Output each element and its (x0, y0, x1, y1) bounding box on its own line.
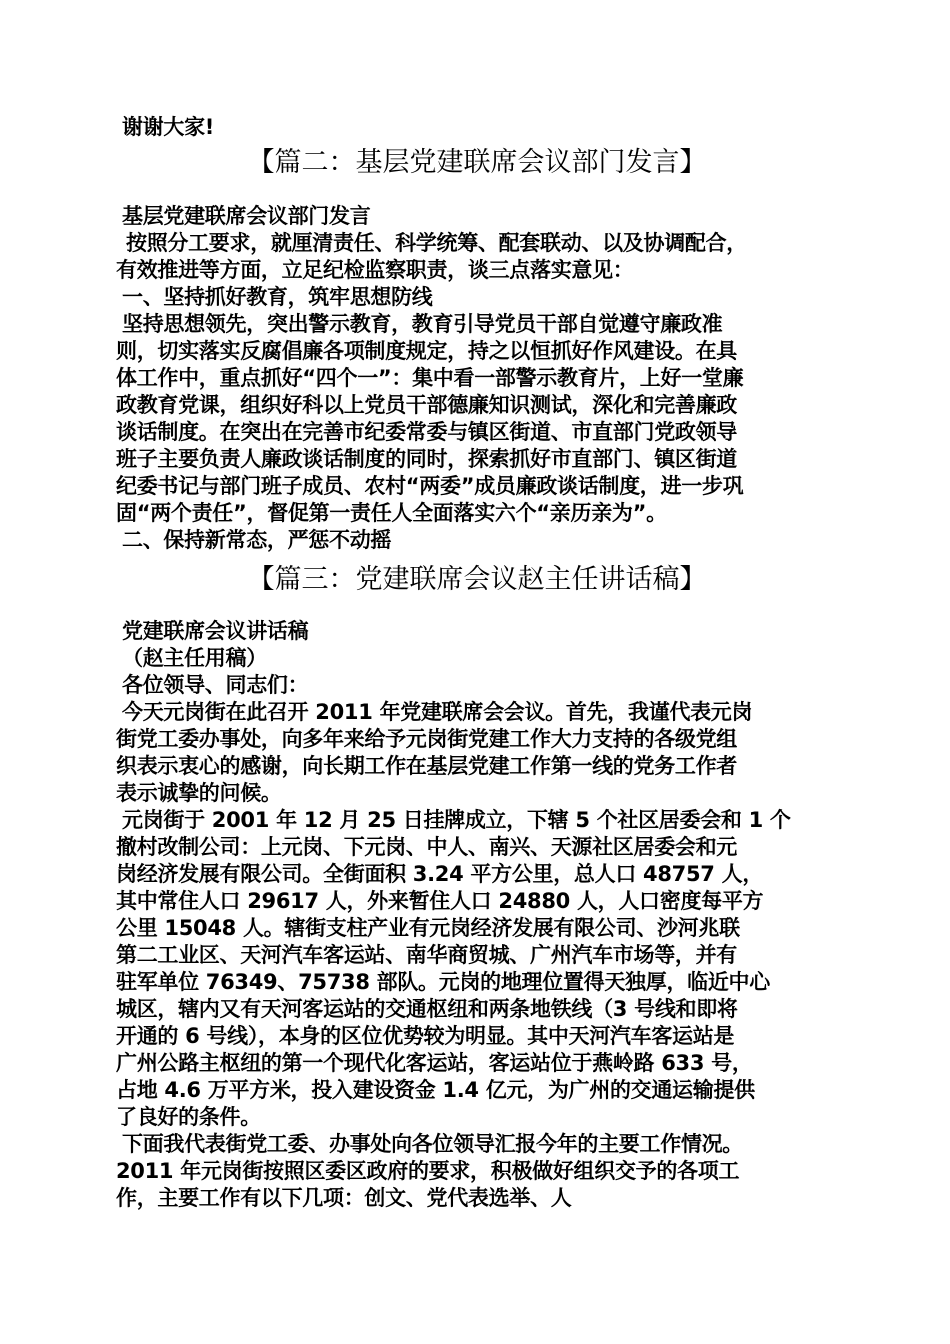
text-line: 撤村改制公司：上元岗、下元岗、中人、南兴、天源社区居委会和元 (116, 835, 737, 859)
text-line: 织表示衷心的感谢，向长期工作在基层党建工作第一线的党务工作者 (116, 754, 737, 778)
text-line: 城区，辖内又有天河客运站的交通枢纽和两条地铁线（3 号线和即将 (116, 997, 738, 1021)
text-line: 坚持思想领先，突出警示教育，教育引导党员干部自觉遵守廉政准 (122, 312, 723, 336)
text-line: 街党工委办事处，向多年来给予元岗街党建工作大力支持的各级党组 (116, 727, 737, 751)
text-line: 2011 年元岗街按照区委区政府的要求，积极做好组织交予的各项工 (116, 1159, 740, 1183)
section2-title: 基层党建联席会议部门发言 (122, 204, 371, 228)
text-line: 占地 4.6 万平方米，投入建设资金 1.4 亿元，为广州的交通运输提供 (116, 1078, 755, 1102)
section3-heading: 【篇三：党建联席会议赵主任讲话稿】 (247, 564, 707, 595)
text-line: 元岗街于 2001 年 12 月 25 日挂牌成立，下辖 5 个社区居委会和 1 个 (122, 808, 791, 832)
text-line: 公里 15048 人。辖街支柱产业有元岗经济发展有限公司、沙河兆联 (116, 916, 740, 940)
text-line: 表示诚挚的问候。 (116, 781, 282, 805)
text-line: 作，主要工作有以下几项：创文、党代表选举、人 (116, 1186, 572, 1210)
text-line: 开通的 6 号线），本身的区位优势较为明显。其中天河汽车客运站是 (116, 1024, 735, 1048)
text-line: 体工作中，重点抓好“四个一”：集中看一部警示教育片，上好一堂廉 (116, 366, 744, 390)
text-line: 今天元岗街在此召开 2011 年党建联席会会议。首先，我谨代表元岗 (122, 700, 753, 724)
text-line: 则，切实落实反腐倡廉各项制度规定，持之以恒抓好作风建设。在具 (116, 339, 737, 363)
text-line: 驻军单位 76349、75738 部队。元岗的地理位置得天独厚，临近中心 (116, 970, 770, 994)
text-line: 谈话制度。在突出在完善市纪委常委与镇区街道、市直部门党政领导 (116, 420, 737, 444)
section2-point-2: 二、保持新常态，严惩不动摇 (122, 528, 392, 552)
text-line: 岗经济发展有限公司。全街面积 3.24 平方公里，总人口 48757 人， (116, 862, 764, 886)
text-line: 有效推进等方面，立足纪检监察职责，谈三点落实意见： (116, 258, 634, 282)
salutation: 各位领导、同志们： (122, 673, 309, 697)
text-line: 按照分工要求，就厘清责任、科学统筹、配套联动、以及协调配合， (126, 231, 747, 255)
text-line: 纪委书记与部门班子成员、农村“两委”成员廉政谈话制度，进一步巩 (116, 474, 744, 498)
text-line: 广州公路主枢纽的第一个现代化客运站，客运站位于燕岭路 633 号， (116, 1051, 753, 1075)
text-line: 固“两个责任”，督促第一责任人全面落实六个“亲历亲为”。 (116, 501, 667, 525)
section3-title: 党建联席会议讲话稿 (122, 619, 309, 643)
text-line: 第二工业区、天河汽车客运站、南华商贸城、广州汽车市场等，并有 (116, 943, 737, 967)
section2-point-1: 一、坚持抓好教育，筑牢思想防线 (122, 285, 433, 309)
text-line: 班子主要负责人廉政谈话制度的同时，探索抓好市直部门、镇区街道 (116, 447, 737, 471)
section3-subtitle: （赵主任用稿） (122, 646, 267, 670)
document-page (116, 114, 838, 1212)
text-line: 政教育党课，组织好科以上党员干部德廉知识测试，深化和完善廉政 (116, 393, 737, 417)
text-line: 了良好的条件。 (116, 1105, 261, 1129)
closing-line: 谢谢大家! (122, 115, 215, 139)
text-line: 下面我代表街党工委、办事处向各位领导汇报今年的主要工作情况。 (122, 1132, 743, 1156)
text-line: 其中常住人口 29617 人，外来暂住人口 24880 人，人口密度每平方 (116, 889, 764, 913)
section2-heading: 【篇二：基层党建联席会议部门发言】 (247, 147, 707, 178)
